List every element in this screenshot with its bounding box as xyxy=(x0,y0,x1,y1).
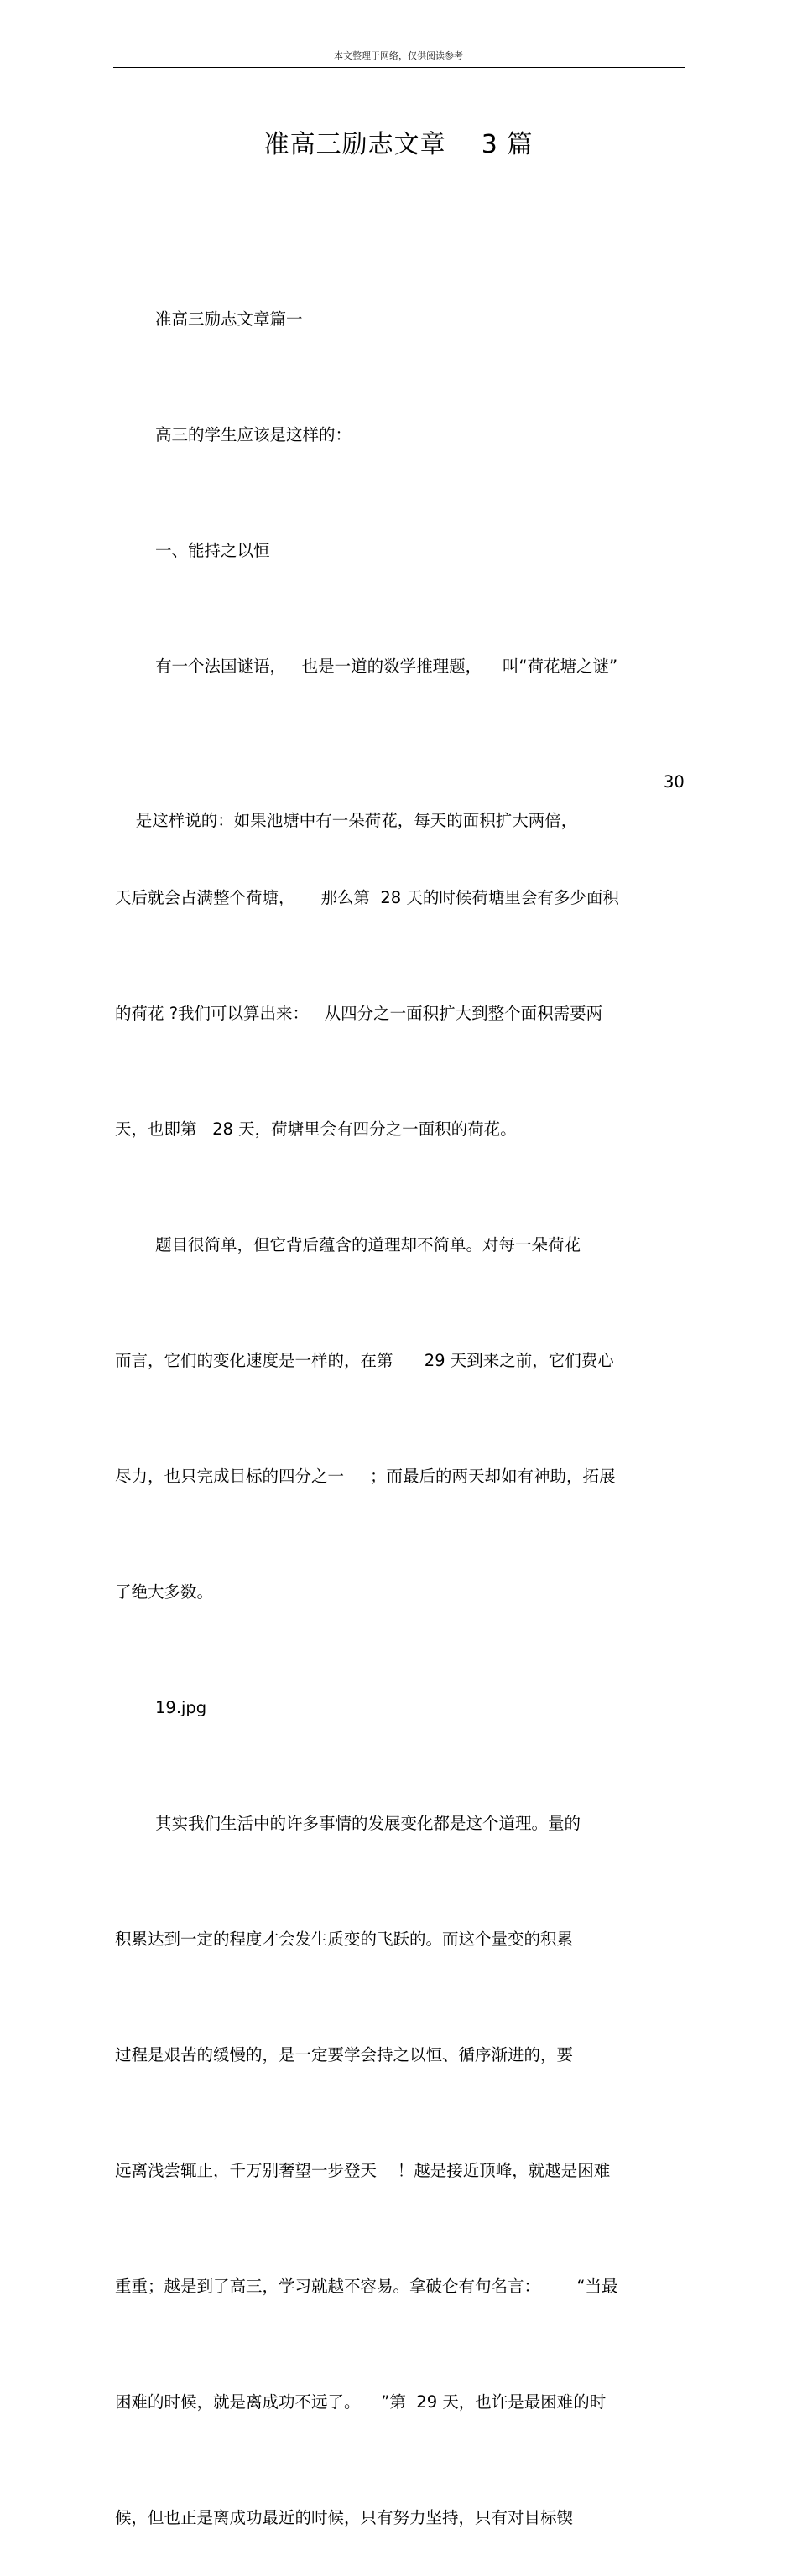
image-filename-line: 19.jpg xyxy=(155,1698,207,1717)
paragraph-line: 尽力，也只完成目标的四分之一 ；而最后的两天却如有神助，拓展 xyxy=(115,1467,616,1486)
paragraph-line: 天后就会占满整个荷塘， 那么第 28 天的时候荷塘里会有多少面积 xyxy=(115,888,619,907)
document-title: 准高三励志文章 3 篇 xyxy=(263,130,534,159)
paragraph-line: 过程是艰苦的缓慢的，是一定要学会持之以恒、循序渐进的，要 xyxy=(115,2045,574,2064)
paragraph-line: 天，也即第 28 天，荷塘里会有四分之一面积的荷花。 xyxy=(115,1119,517,1139)
paragraph-line: 题目很简单，但它背后蕴含的道理却不简单。对每一朵荷花 xyxy=(155,1235,581,1254)
header-rule xyxy=(113,67,685,68)
paragraph-line: 有一个法国谜语， 也是一道的数学推理题， 叫“荷花塘之谜” xyxy=(155,657,618,676)
paragraph-line: 困难的时候，就是离成功不远了。 ”第 29 天，也许是最困难的时 xyxy=(115,2392,607,2412)
document-body xyxy=(115,223,702,2576)
section-heading: 准高三励志文章篇一 xyxy=(155,309,303,329)
paragraph-line: 的荷花 ?我们可以算出来： 从四分之一面积扩大到整个面积需要两 xyxy=(115,1004,603,1023)
subheading-line: 一、能持之以恒 xyxy=(155,541,270,560)
paragraph-line: 积累达到一定的程度才会发生质变的飞跃的。而这个量变的积累 xyxy=(115,1929,574,1949)
paragraph-line: 其实我们生活中的许多事情的发展变化都是这个道理。量的 xyxy=(155,1814,581,1833)
paragraph-line-number: 30 xyxy=(664,772,685,792)
paragraph-line: 远离浅尝辄止，千万别奢望一步登天 ！越是接近顶峰，就越是困难 xyxy=(115,2161,611,2180)
paragraph-line: 重重；越是到了高三，学习就越不容易。拿破仑有句名言： “当最 xyxy=(115,2277,618,2296)
paragraph-line: 了绝大多数。 xyxy=(115,1582,214,1602)
paragraph-line: 而言，它们的变化速度是一样的，在第 29 天到来之前，它们费心 xyxy=(115,1351,614,1370)
header-note: 本文整理于网络，仅供阅读参考 xyxy=(334,50,463,61)
paragraph-line: 高三的学生应该是这样的： xyxy=(155,425,352,444)
paragraph-line: 候，但也正是离成功最近的时候，只有努力坚持，只有对目标锲 xyxy=(115,2508,574,2527)
paragraph-line xyxy=(115,763,702,830)
paragraph-line-text: 是这样说的：如果池塘中有一朵荷花，每天的面积扩大两倍， xyxy=(135,811,578,830)
